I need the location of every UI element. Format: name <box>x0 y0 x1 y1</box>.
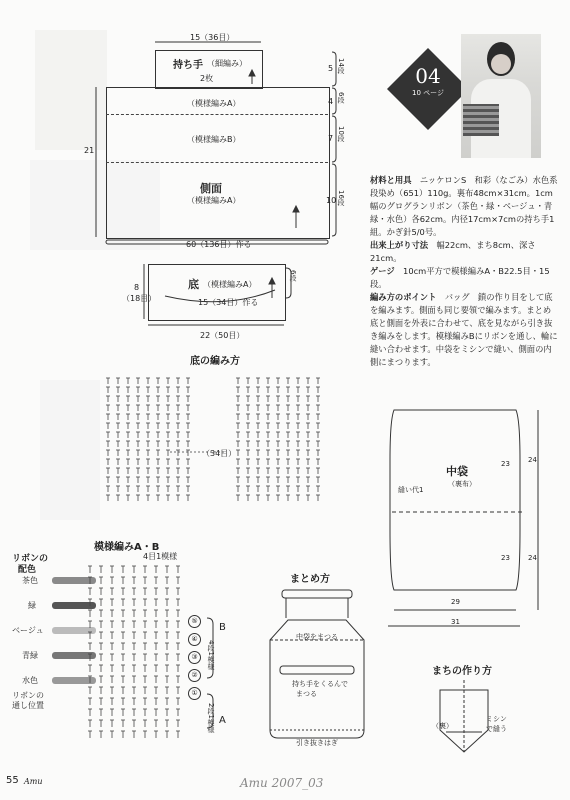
label-b: B <box>219 622 226 633</box>
bracket-10 <box>332 116 336 162</box>
project-number: 04 <box>415 64 441 88</box>
row-marker-2: ② <box>188 669 201 682</box>
gusset-title: まちの作り方 <box>432 666 492 677</box>
row-marker-4: ④ <box>188 633 201 646</box>
color-teal: 青緑 <box>22 651 38 660</box>
lining-h1: 23 <box>501 460 510 468</box>
handle-count: 2枚 <box>200 74 214 83</box>
spec-gauge: 10cm平方で模様編みA・B22.5目・15段。 <box>370 266 550 289</box>
base-curve <box>165 290 275 302</box>
pattern-chart-title: 模様編みA・B <box>94 542 160 553</box>
side-sub: （模様編みA） <box>187 196 241 205</box>
base-rows: 6段 <box>289 270 297 282</box>
spec-size-label: 出来上がり寸法 <box>370 240 429 250</box>
assembly-handle-top <box>282 590 352 598</box>
ribbon-title-2: 配色 <box>18 565 37 575</box>
page-number: 55 <box>6 775 19 786</box>
assembly-handle-bottom <box>280 666 354 674</box>
base-chain: 15（34目）作る <box>198 298 259 307</box>
lining-h2: 23 <box>501 554 510 562</box>
spec-points: バッグ 鎖の作り目をして底を編みます。側面も同じ要領で編みます。まとめ 底と側面を外表に合わせて、底を見ながら引き抜き編みをします。模様編みBにリボンを通し、輪に縫い合わせます。中袋をミシンで縫い、側面の内側にまつります。 <box>370 292 560 367</box>
bracket-6 <box>332 88 336 114</box>
handle-title: 持ち手 <box>173 60 203 71</box>
handle-arrow-head <box>249 70 255 76</box>
color-lightblue: 水色 <box>22 676 38 685</box>
base-height-st: （18目） <box>122 294 157 303</box>
spec-size: 幅22cm、まち8cm、深さ21cm。 <box>370 240 536 263</box>
pattern-a-label-1: （模様編みA） <box>187 99 241 108</box>
footer-mag: Amu <box>24 777 43 786</box>
assembly-note-1: 中袋をまつる <box>296 633 338 641</box>
rows-6: 6段 <box>337 92 345 104</box>
base-title: 底 <box>188 278 199 291</box>
lining-seam: 縫い代1 <box>398 486 424 494</box>
color-brown: 茶色 <box>22 576 38 585</box>
base-width: 22（50目） <box>200 331 245 340</box>
assembly-note-4: 引き抜きはぎ <box>296 739 338 747</box>
lining-title: 中袋 <box>446 465 468 478</box>
lining-outline <box>390 410 520 590</box>
gusset-fold: （裏） <box>432 722 453 730</box>
bracket-16 <box>332 164 336 236</box>
bracket-a <box>207 694 213 728</box>
ribbon-pos: リボンの <box>12 691 44 700</box>
project-page-ref: 10 ページ <box>412 89 444 97</box>
assembly-bag-body <box>270 620 364 738</box>
base-chart-stitches <box>106 378 320 501</box>
assembly-title: まとめ方 <box>290 574 330 585</box>
footer-issue: Amu 2007_03 <box>240 776 324 790</box>
pattern-chart-stitches <box>88 566 180 738</box>
gusset-sew-1: ミシン <box>486 715 507 723</box>
base-sub: （模様編みA） <box>203 280 257 289</box>
base-height: 8 <box>134 283 140 292</box>
side-title: 側面 <box>200 182 222 195</box>
row-marker-5: ⑤ <box>188 615 201 628</box>
row-marker-3: ③ <box>188 651 201 664</box>
side-arrow-head <box>293 206 299 212</box>
color-beige: ベージュ <box>12 626 44 635</box>
color-green: 緑 <box>28 601 36 610</box>
rep-b: 4段1模様 <box>207 640 215 670</box>
ribbon-title: リボンの <box>12 554 49 564</box>
base-chart-title: 底の編み方 <box>190 356 240 367</box>
ribbon-pos-2: 通し位置 <box>12 701 44 710</box>
spec-gauge-label: ゲージ <box>370 266 395 276</box>
height-label: 21 <box>84 146 95 155</box>
label-a: A <box>219 715 226 726</box>
pattern-repeat: 4目1模様 <box>143 552 178 561</box>
row-marker-1: ① <box>188 687 201 700</box>
base-chart-center: （34目） <box>202 449 237 458</box>
dim-10: 10 <box>326 196 337 205</box>
spec-points-label: 編み方のポイント <box>370 292 437 302</box>
chain-label: 60（136目）作る <box>186 240 252 249</box>
dim-4: 4 <box>328 97 334 106</box>
gusset-sew-2: で縫う <box>486 725 507 733</box>
bracket-14 <box>332 52 336 86</box>
lining-w-inner: 29 <box>451 598 460 606</box>
spec-materials: ニッケロンS 和彩（なごみ）水色系段染め（651）110g。裏布48cm×31cm。1cm幅のグログランリボン（茶色・緑・ベージュ・青緑・水色）各62cm。内径17cm×7cmの持ち手1組。かぎ針5/0号。 <box>370 175 558 237</box>
lining-side2: 24 <box>528 554 537 562</box>
bracket-b <box>207 618 213 678</box>
assembly-note-3: まつる <box>296 690 317 698</box>
base-bracket <box>286 268 291 298</box>
base-arrow-head <box>269 278 275 284</box>
rows-16: 16段 <box>337 190 345 206</box>
rows-14: 14段 <box>337 58 345 74</box>
rows-10: 10段 <box>337 126 345 142</box>
lining-w-outer: 31 <box>451 618 460 626</box>
spec-materials-label: 材料と用具 <box>370 175 412 185</box>
lining-side1: 24 <box>528 456 537 464</box>
pattern-b-label: （模様編みB） <box>187 135 241 144</box>
lining-sub: （裏布） <box>448 480 476 488</box>
dim-7: 7 <box>328 134 334 143</box>
dim-5: 5 <box>328 64 334 73</box>
chain-bar <box>106 240 328 244</box>
width-label: 15（36目） <box>190 33 235 42</box>
rep-a: 2段1模様 <box>207 703 215 733</box>
handle-sub: （細編み） <box>207 59 247 68</box>
assembly-note-2: 持ち手をくるんで <box>292 680 348 688</box>
